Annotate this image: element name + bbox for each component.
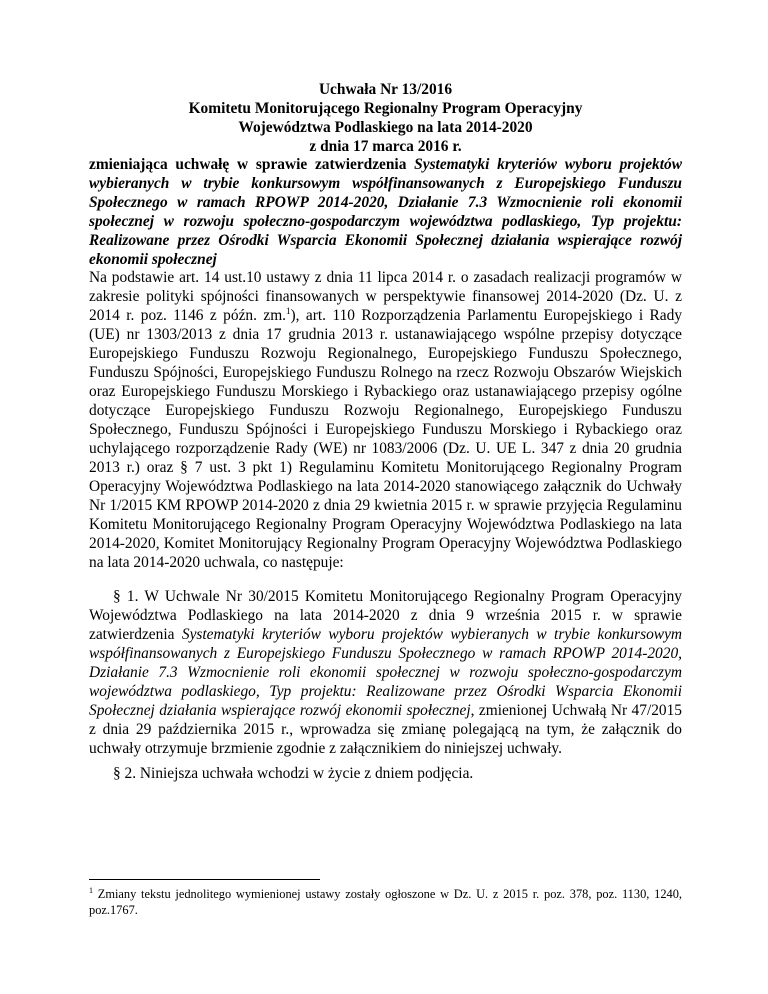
legal-basis-paragraph — [89, 268, 682, 572]
footnote-text: Zmiany tekstu jednolitego wymienionej ustawy zostały ogłoszone w Dz. U. z 2015 r. poz. 378, poz. 1130, 1240, poz.1767. — [89, 887, 682, 917]
section-1-italic-title: Systematyki kryteriów wyboru projektów wybieranych w trybie konkursowym współfinansowanych z Europejskiego Funduszu Społecznego w ramach RPOWP 2014-2020, Działanie 7.3 Wzmocnienie roli ekonomii społecznej w rozwoju społeczno-gospodarczym województwa podlaskiego, Typ projektu: Realizowane przez Ośrodki Wsparcia Ekonomii Społecznej działania wspierające rozwój ekonomii społecznej — [89, 626, 683, 719]
title-line-date: z dnia 17 marca 2016 r. — [309, 138, 462, 155]
resolution-title — [89, 80, 682, 156]
legal-basis-part2: ), art. 110 Rozporządzenia Parlamentu Europejskiego i Rady (UE) nr 1303/2013 z dnia 17 grudnia 2013 r. ustanawiającego wspólne przepisy dotyczące Europejskiego Funduszu Rozwoju Regionalnego, Europejskiego Funduszu Społecznego, Funduszu Spójności, Europejskiego Funduszu Rolnego na rzecz Rozwoju Obszarów Wiejskich oraz Europejskiego Funduszu Morskiego i Rybackiego oraz ustanawiającego przepisy ogólne dotyczące Europejskiego Funduszu Rozwoju Regionalnego, Europejskiego Funduszu Społecznego, Funduszu Spójności i Europejskiego Funduszu Morskiego i Rybackiego oraz uchylającego rozporządzenie Rady (WE) nr 1083/2006 (Dz. U. UE L. 347 z dnia 20 grudnia 2013 r.) oraz § 7 ust. 3 pkt 1) Regulaminu Komitetu Monitorującego Regionalny Program Operacyjny Województwa Podlaskiego na lata 2014-2020 stanowiącego załącznik do Uchwały Nr 1/2015 KM RPOWP 2014-2020 z dnia 29 kwietnia 2015 r. w sprawie przyjęcia Regulaminu Komitetu Monitorującego Regionalny Program Operacyjny Województwa Podlaskiego na lata 2014-2020, Komitet Monitorujący Regionalny Program Operacyjny Województwa Podlaskiego na lata 2014-2020 uchwala, co następuje: — [89, 307, 683, 571]
legal-basis-part1: Na podstawie art. 14 ust.10 ustawy z dnia 11 lipca 2014 r. o zasadach realizacji programów w zakresie polityki spójności finansowanych w perspektywie finansowej 2014-2020 (Dz. U. z 2014 r. poz. 1146 z późn. zm. — [89, 269, 682, 324]
footnote — [89, 886, 682, 918]
document-page — [89, 0, 682, 994]
section-1-part1: § 1. W Uchwale Nr 30/2015 Komitetu Monitorującego Regionalny Program Operacyjny Województwa Podlaskiego na lata 2014-2020 z dnia 9 września 2015 r. w sprawie zatwierdzenia — [89, 588, 682, 643]
section-2-paragraph: § 2. Niniejsza uchwała wchodzi w życie z dniem podjęcia. — [113, 765, 474, 782]
title-line-number: Uchwała Nr 13/2016 — [318, 81, 453, 98]
section-1-part2: , zmienionej Uchwałą Nr 47/2015 z dnia 29 października 2015 r., wprowadza się zmianę polegającą na tym, że załącznik do uchwały otrzymuje brzmienie zgodnie z załącznikiem do niniejszej uchwały. — [89, 702, 682, 757]
footnote-separator — [89, 879, 320, 880]
subject-lead: zmieniająca uchwałę w sprawie zatwierdzenia — [89, 156, 415, 173]
resolution-subject — [89, 155, 682, 269]
footnote-marker: 1 — [89, 885, 93, 895]
subject-italic-title: Systematyki kryteriów wyboru projektów wybieranych w trybie konkursowym współfinansowanych z Europejskiego Funduszu Społecznego w ramach RPOWP 2014-2020, Działanie 7.3 Wzmocnienie roli ekonomii społecznej w rozwoju społeczno-gospodarczym województwa podlaskiego, Typ projektu: Realizowane przez Ośrodki Wsparcia Ekonomii Społecznej działania wspierające rozwój ekonomii społecznej — [89, 156, 682, 268]
section-1-paragraph — [89, 587, 682, 758]
footnote-reference: 1 — [286, 305, 291, 316]
title-line-region: Województwa Podlaskiego na lata 2014-2020 — [238, 119, 533, 136]
title-line-committee: Komitetu Monitorującego Regionalny Program Operacyjny — [188, 100, 583, 117]
